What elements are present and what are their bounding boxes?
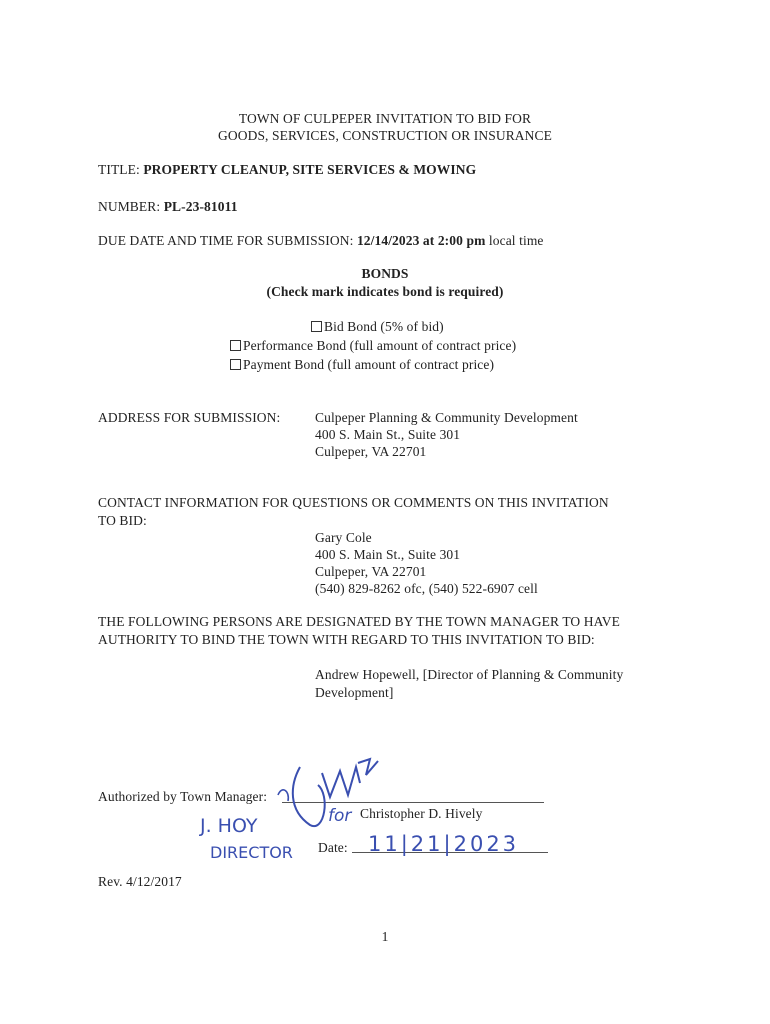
handwritten-signature	[270, 755, 420, 840]
revision-text: Rev. 4/12/2017	[98, 874, 182, 889]
signer-name: Christopher D. Hively	[360, 806, 483, 821]
bond-item-label: Payment Bond (full amount of contract price)	[243, 357, 495, 372]
bond-item-label: Bid Bond (5% of bid)	[324, 319, 444, 334]
address-line: Culpeper Planning & Community Development	[315, 410, 578, 425]
address-line: Culpeper, VA 22701	[315, 444, 427, 459]
address-line: 400 S. Main St., Suite 301	[315, 427, 461, 442]
number-row	[98, 199, 238, 215]
contact-label-line-1: CONTACT INFORMATION FOR QUESTIONS OR COMMENTS ON THIS INVITATION	[98, 495, 609, 510]
handwritten-name: J. HOY	[200, 815, 258, 837]
title-label: TITLE:	[98, 162, 140, 177]
designated-person: Development]	[315, 685, 394, 700]
contact-label-line-2: TO BID:	[98, 513, 147, 528]
header-line-1: TOWN OF CULPEPER INVITATION TO BID FOR	[238, 111, 532, 126]
contact-line: Culpeper, VA 22701	[315, 564, 427, 579]
bond-item-bid	[311, 319, 444, 335]
bid-bond-checkbox[interactable]	[311, 321, 322, 332]
performance-bond-checkbox[interactable]	[230, 340, 241, 351]
page-number: 1	[381, 929, 389, 944]
due-label: DUE DATE AND TIME FOR SUBMISSION:	[98, 233, 354, 248]
address-label: ADDRESS FOR SUBMISSION:	[98, 410, 281, 425]
due-row	[98, 233, 544, 249]
designated-person: Andrew Hopewell, [Director of Planning & Community	[315, 667, 624, 682]
bond-item-label: Performance Bond (full amount of contract price)	[243, 338, 517, 353]
contact-line: (540) 829-8262 ofc, (540) 522-6907 cell	[315, 581, 538, 596]
bonds-subheading: (Check mark indicates bond is required)	[266, 284, 504, 299]
authorized-label: Authorized by Town Manager:	[98, 789, 268, 804]
title-value: PROPERTY CLEANUP, SITE SERVICES & MOWING	[143, 162, 477, 177]
designated-line-2: AUTHORITY TO BIND THE TOWN WITH REGARD TO THIS INVITATION TO BID:	[98, 632, 595, 647]
number-label: NUMBER:	[98, 199, 161, 214]
contact-line: Gary Cole	[315, 530, 372, 545]
contact-line: 400 S. Main St., Suite 301	[315, 547, 461, 562]
date-label: Date:	[318, 840, 348, 855]
handwritten-for: for	[328, 806, 352, 826]
designated-line-1: THE FOLLOWING PERSONS ARE DESIGNATED BY THE TOWN MANAGER TO HAVE	[98, 614, 620, 629]
bond-item-performance	[230, 338, 516, 354]
bonds-heading: BONDS	[361, 266, 409, 281]
header-line-2: GOODS, SERVICES, CONSTRUCTION OR INSURANCE	[218, 128, 552, 143]
number-value: PL-23-81011	[163, 199, 238, 214]
due-value: 12/14/2023 at 2:00 pm	[356, 233, 486, 248]
payment-bond-checkbox[interactable]	[230, 359, 241, 370]
due-suffix: local time	[488, 233, 544, 248]
handwritten-title: DIRECTOR	[210, 843, 293, 862]
bond-item-payment	[230, 357, 494, 373]
handwritten-date: 11|21|2023	[368, 832, 520, 856]
title-row	[98, 162, 476, 178]
